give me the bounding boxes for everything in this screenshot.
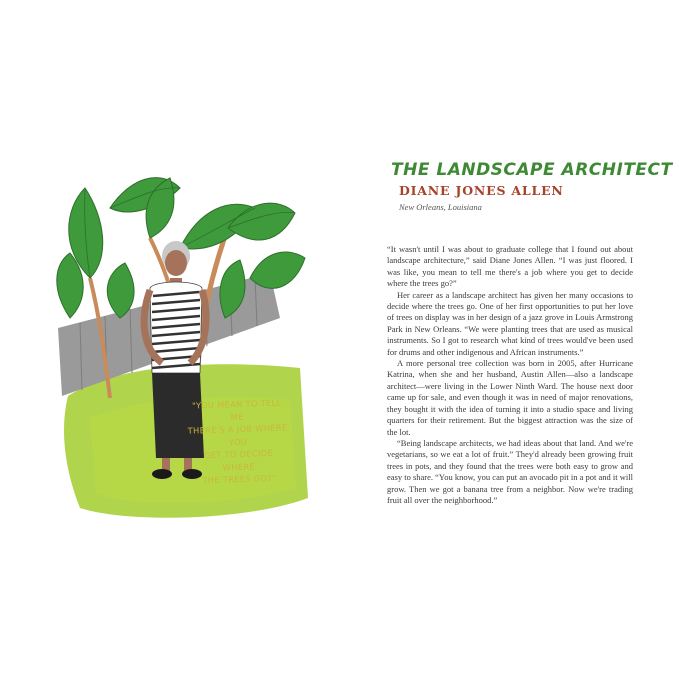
illustration-quote <box>187 396 290 487</box>
quote-line: "YOU MEAN TO TELL ME <box>191 397 282 422</box>
paragraph: “It wasn't until I was about to graduate college that I found out about landscape architecture,” said Diane Jones Allen. “I was just floored. I was like, you mean to tell me there's a job where you get to decide where the trees go?” <box>387 244 633 289</box>
quote-line: THE TREES GO?" <box>202 472 277 486</box>
paragraph: “Being landscape architects, we had ideas about that land. And we're vegetarians, so we eat a lot of fruit.” They'd already been growing fruit trees in pots, and they found that the trees were both easy to grow and easy to share. “You know, you can put an avocado pit in a pot and it will grow. Then we got a banana tree from a neighbor. Now we're trading fruit all over the neighborhood.” <box>387 437 633 505</box>
paragraph: Her career as a landscape architect has given her many occasions to decide where the trees go. One of her first opportunities to put her love of trees on display was in her design of a jazz grove in Louis Armstrong Park in New Orleans. “We were planting trees that are used as musical instruments. So I got to research what kind of trees would've been used for drums and other indigenous and African instruments.” <box>387 289 633 357</box>
subject-location: New Orleans, Louisiana <box>399 202 482 212</box>
quote-line: THERE'S A JOB WHERE YOU <box>187 422 288 447</box>
subject-name: DIANE JONES ALLEN <box>399 183 564 198</box>
chapter-title: THE LANDSCAPE ARCHITECT <box>391 160 673 180</box>
body-text <box>387 244 633 506</box>
quote-line: GET TO DECIDE WHERE <box>203 447 274 473</box>
paragraph: A more personal tree collection was born in 2005, after Hurricane Katrina, when she and her husband, Austin Allen—also a landscape architect—were living in the Lower Ninth Ward. The house next door came up for sale, and even though it was in need of major renovations, they bought it with the idea of turning it into a studio space and living quarters for their retirement. But the biggest attraction was the size of the lot. <box>387 358 633 437</box>
